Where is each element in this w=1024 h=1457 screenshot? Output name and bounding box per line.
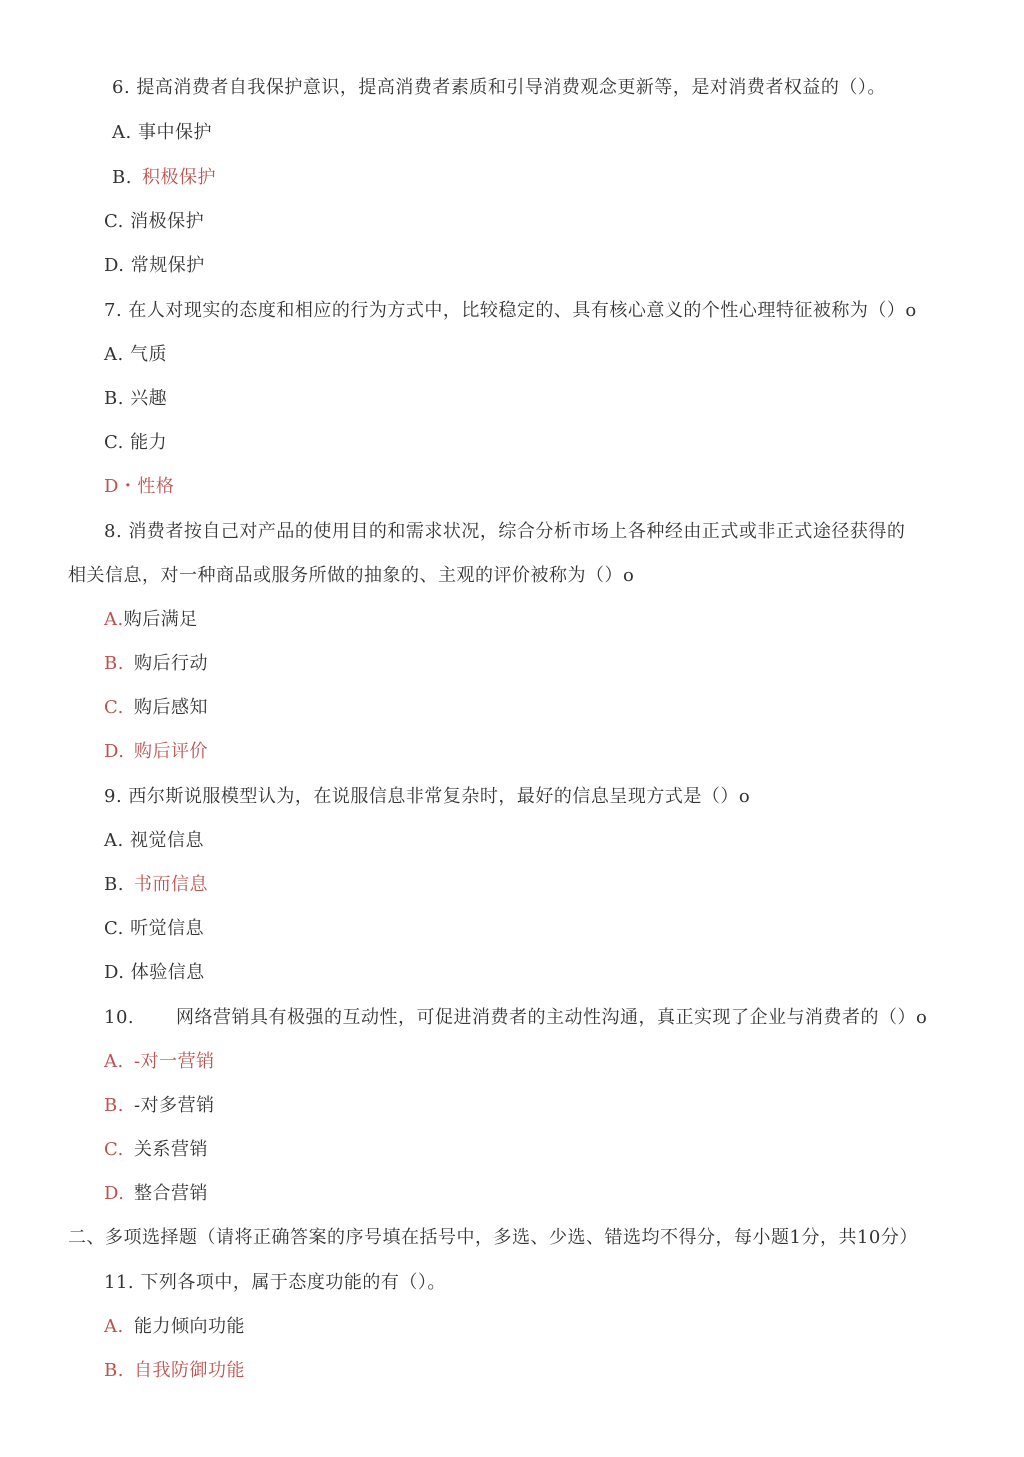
option-label: D. — [104, 1183, 125, 1204]
question-7-option-b: B. 兴趣 — [104, 388, 168, 409]
option-label: C. — [104, 697, 124, 718]
option-label: B. — [104, 874, 124, 895]
question-10-option-b — [104, 1094, 215, 1118]
question-6-option-b — [112, 166, 216, 190]
question-7-option-d: D・性格 — [104, 476, 175, 497]
question-8-option-d — [104, 740, 208, 764]
option-label: B. — [112, 167, 132, 188]
option-text: -对多营销 — [134, 1095, 215, 1116]
option-label: D. — [104, 741, 125, 762]
question-9-option-b — [104, 873, 208, 897]
question-6-option-c: C. 消极保护 — [104, 211, 205, 232]
option-label: A. — [104, 1051, 124, 1072]
question-7-stem: 7. 在人对现实的态度和相应的行为方式中，比较稳定的、具有核心意义的个性心理特征被称为（）o — [104, 300, 917, 321]
option-text: 关系营销 — [134, 1139, 208, 1160]
question-10-option-d — [104, 1182, 208, 1206]
question-8-option-a — [104, 608, 198, 632]
answer-text: 自我防御功能 — [134, 1360, 245, 1381]
answer-text: 积极保护 — [142, 167, 216, 188]
question-8-stem-line1: 8. 消费者按自己对产品的使用目的和需求状况，综合分析市场上各种经由正式或非正式途径获得的 — [104, 521, 906, 542]
question-6-option-a: A. 事中保护 — [112, 122, 212, 143]
option-text: 购后满足 — [123, 609, 198, 630]
option-text: 购后行动 — [134, 653, 208, 674]
question-9-option-c: C. 听觉信息 — [104, 918, 205, 939]
option-label: B. — [104, 653, 124, 674]
option-label: A. — [104, 609, 124, 630]
answer-text: 书而信息 — [134, 874, 208, 895]
option-label: A. — [104, 1316, 124, 1337]
option-text: 购后感知 — [134, 697, 208, 718]
question-6-option-d: D. 常规保护 — [104, 255, 205, 276]
answer-text: 购后评价 — [134, 741, 208, 762]
option-label: B. — [104, 1095, 124, 1116]
question-7-option-c: C. 能力 — [104, 432, 168, 453]
question-10-number: 10. — [104, 1007, 135, 1028]
question-8-option-c — [104, 696, 208, 720]
question-7-option-a: A. 气质 — [104, 344, 167, 365]
question-8-option-b — [104, 652, 208, 676]
question-8-stem-line2: 相关信息，对一种商品或服务所做的抽象的、主观的评价被称为（）o — [68, 565, 635, 586]
answer-text: -对一营销 — [134, 1051, 215, 1072]
question-10-stem: 网络营销具有极强的互动性，可促进消费者的主动性沟通，真正实现了企业与消费者的（）o — [176, 1007, 928, 1028]
question-10-option-a — [104, 1050, 215, 1074]
question-9-option-a: A. 视觉信息 — [104, 830, 204, 851]
section-2-heading: 二、多项选择题（请将正确答案的序号填在括号中，多选、少选、错选均不得分，每小题1分，共10分） — [68, 1227, 918, 1248]
question-11-option-b — [104, 1359, 245, 1383]
option-text: 能力倾向功能 — [134, 1316, 245, 1337]
question-9-stem: 9. 西尔斯说服模型认为，在说服信息非常复杂时，最好的信息呈现方式是（）o — [104, 786, 751, 807]
option-label: C. — [104, 1139, 124, 1160]
question-9-option-d: D. 体验信息 — [104, 962, 205, 983]
question-11-option-a — [104, 1315, 245, 1339]
option-label: B. — [104, 1360, 124, 1381]
question-10-option-c — [104, 1138, 208, 1162]
question-6-stem: 6. 提高消费者自我保护意识，提高消费者素质和引导消费观念更新等，是对消费者权益的（）。 — [112, 77, 886, 98]
question-11-stem: 11. 下列各项中，属于态度功能的有（）。 — [104, 1272, 446, 1293]
option-text: 整合营销 — [134, 1183, 208, 1204]
